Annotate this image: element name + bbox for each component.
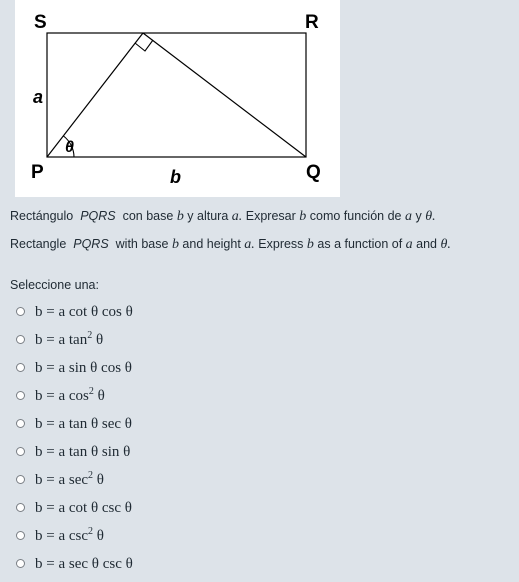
vertex-label-q: Q — [306, 162, 321, 183]
side-label-a: a — [33, 87, 44, 107]
radio-button[interactable] — [16, 559, 25, 568]
question-text-spanish — [10, 209, 436, 225]
option-formula: b = a $\cos^2 \theta$ — [35, 385, 105, 404]
prompt-es-var-theta: θ. — [425, 209, 436, 224]
option-formula: b = a $\csc^2 \theta$ — [35, 526, 104, 545]
answer-option-3[interactable] — [16, 353, 133, 381]
prompt-en-text3: Express — [258, 237, 304, 251]
prompt-en-text1: with base — [115, 237, 169, 251]
select-one-label: Seleccione una: — [10, 278, 99, 292]
answer-option-6[interactable] — [16, 437, 133, 465]
option-formula: b = a sec θ csc θ — [35, 556, 133, 573]
radio-button[interactable] — [16, 335, 25, 344]
answer-option-8[interactable] — [16, 494, 133, 522]
radio-button[interactable] — [16, 419, 25, 428]
prompt-en-var-b2: b — [306, 237, 314, 252]
diagram-svg — [15, 0, 340, 197]
prompt-es-name: PQRS — [80, 209, 116, 223]
radio-button[interactable] — [16, 447, 25, 456]
answer-option-1[interactable] — [16, 297, 133, 325]
vertex-label-r: R — [305, 12, 319, 33]
prompt-en-var-a: a. — [244, 237, 255, 252]
prompt-en-text5: and — [416, 237, 438, 251]
question-text-english — [10, 237, 451, 253]
rectangle-pqrs — [47, 33, 306, 157]
option-formula: b = a $\sec^2 \theta$ — [35, 470, 104, 489]
prompt-en-prefix: Rectangle — [10, 237, 67, 251]
radio-button[interactable] — [16, 307, 25, 316]
right-angle-mark — [135, 40, 153, 51]
option-formula: b = a $\tan^2 \theta$ — [35, 329, 104, 348]
prompt-es-text4: como función de — [309, 209, 402, 223]
prompt-es-var-b: b — [176, 209, 184, 224]
prompt-es-var-a2: a — [404, 209, 412, 224]
prompt-es-prefix: Rectángulo — [10, 209, 74, 223]
option-formula: b = a sin θ cos θ — [35, 359, 132, 376]
answer-option-7[interactable] — [16, 466, 133, 494]
prompt-en-text2: and height — [182, 237, 241, 251]
answer-option-2[interactable] — [16, 325, 133, 353]
angle-label-theta: θ — [65, 139, 74, 156]
prompt-es-text3: Expresar — [245, 209, 296, 223]
radio-button[interactable] — [16, 503, 25, 512]
option-formula: b = a tan θ sin θ — [35, 444, 131, 461]
rectangle-diagram — [15, 0, 340, 197]
prompt-en-text4: as a function of — [317, 237, 403, 251]
prompt-es-var-a: a. — [231, 209, 243, 224]
answer-option-9[interactable] — [16, 522, 133, 550]
segment-top-to-q — [143, 33, 306, 157]
prompt-en-var-theta: θ. — [440, 237, 451, 252]
radio-button[interactable] — [16, 363, 25, 372]
radio-button[interactable] — [16, 475, 25, 484]
prompt-en-var-b: b — [171, 237, 179, 252]
vertex-label-p: P — [31, 162, 44, 183]
radio-button[interactable] — [16, 391, 25, 400]
option-formula: b = a tan θ sec θ — [35, 415, 132, 432]
prompt-es-text1: con base — [122, 209, 174, 223]
radio-button[interactable] — [16, 531, 25, 540]
option-formula: b = a cot θ csc θ — [35, 500, 132, 517]
prompt-en-name: PQRS — [73, 237, 109, 251]
side-label-b: b — [170, 167, 181, 187]
prompt-es-text5: y — [415, 209, 422, 223]
vertex-label-s: S — [34, 12, 47, 33]
prompt-es-text2: y altura — [187, 209, 229, 223]
answer-option-10[interactable] — [16, 550, 133, 578]
segment-p-to-top — [47, 33, 143, 157]
answer-options — [16, 297, 133, 578]
prompt-es-var-b2: b — [299, 209, 307, 224]
prompt-en-var-a2: a — [405, 237, 413, 252]
answer-option-5[interactable] — [16, 409, 133, 437]
answer-option-4[interactable] — [16, 381, 133, 409]
option-formula: b = a cot θ cos θ — [35, 303, 133, 320]
